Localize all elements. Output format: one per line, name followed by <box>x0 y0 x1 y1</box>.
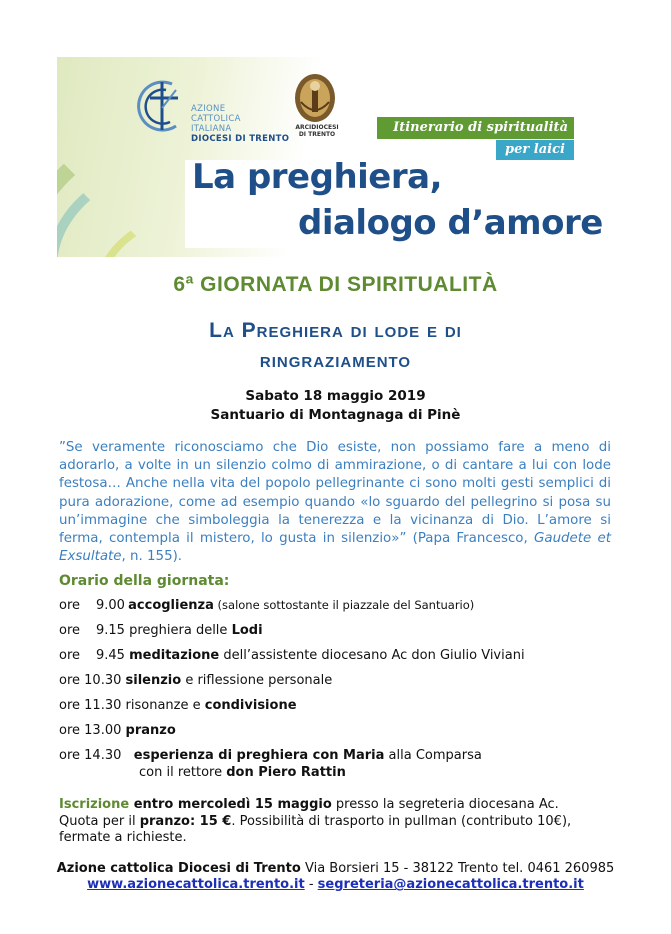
schedule-row: ore 10.30 silenzio e riflessione personale <box>59 673 333 688</box>
schedule-row: ore 9.45 meditazione dell’assistente diocesano Ac don Giulio Viviani <box>59 648 525 663</box>
schedule-row: ore 9.00 accoglienza (salone sottostante il piazzale del Santuario) <box>59 598 475 613</box>
event-subtitle: La Preghiera di lode e di ringraziamento <box>209 319 462 372</box>
registration-info: Iscrizione entro mercoledì 15 maggio presso la segreteria diocesana Ac. Quota per il pranzo: 15 €. Possibilità di trasporto in pullman (contributo 10€), fermate a richieste. <box>59 797 572 845</box>
schedule-row: ore 9.15 preghiera delle Lodi <box>59 623 263 638</box>
schedule-heading: Orario della giornata: <box>59 573 230 589</box>
laici-label: per laici <box>496 140 574 160</box>
arcidiocesi-logo-text: ARCIDIOCESI DI TRENTO <box>295 124 339 138</box>
footer-org: Azione cattolica Diocesi di Trento <box>56 861 301 876</box>
event-date: Sabato 18 maggio 2019 <box>245 388 426 404</box>
schedule-row: ore 11.30 risonanze e condivisione <box>59 698 297 713</box>
email-link[interactable]: segreteria@azionecattolica.trento.it <box>317 877 584 892</box>
azione-cattolica-logo-text: AZIONE CATTOLICA ITALIANA DIOCESI DI TRENTO <box>191 104 290 144</box>
arcidiocesi-seal-icon <box>293 72 337 124</box>
giornata-heading: 6ª GIORNATA DI SPIRITUALITÀ <box>173 273 498 296</box>
itinerario-label: Itinerario di spiritualità <box>377 117 574 139</box>
schedule-row-continued: con il rettore don Piero Rattin <box>139 765 346 780</box>
schedule-row: ore 13.00 pranzo <box>59 723 176 738</box>
event-date-place <box>0 387 671 425</box>
schedule-row: ore 14.30 esperienza di preghiera con Maria alla Comparsa <box>59 748 482 763</box>
footer-address: Via Borsieri 15 - 38122 Trento tel. 0461 260985 <box>300 861 615 876</box>
azione-cattolica-logo-icon <box>132 78 192 136</box>
event-place: Santuario di Montagnaga di Pinè <box>210 407 461 423</box>
pope-quote: ”Se veramente riconosciamo che Dio esiste, non possiamo fare a meno di adorarlo, a volte in un silenzio colmo di ammirazione, o di cantare a lui con lode festosa… Anche nella vita del popolo pellegrinante ci sono molti gesti semplici di pura adorazione, come ad esempio quando «lo sguardo del pellegrino si posa su un’immagine che simboleggia la tenerezza e la vicinanza di Dio. L’amore si ferma, contempla il mistero, lo gusta in silenzio»” (Papa Francesco, Gaudete et Exsultate, n. 155). <box>59 440 611 565</box>
banner-title-line2: dialogo d’amore <box>298 203 603 243</box>
website-link[interactable]: www.azionecattolica.trento.it <box>87 877 305 892</box>
banner-title-line1: La preghiera, <box>192 157 442 197</box>
footer: Azione cattolica Diocesi di Trento Via Borsieri 15 - 38122 Trento tel. 0461 260985 www.azionecattolica.trento.it - segreteria@azionecattolica.trento.it <box>56 861 615 892</box>
